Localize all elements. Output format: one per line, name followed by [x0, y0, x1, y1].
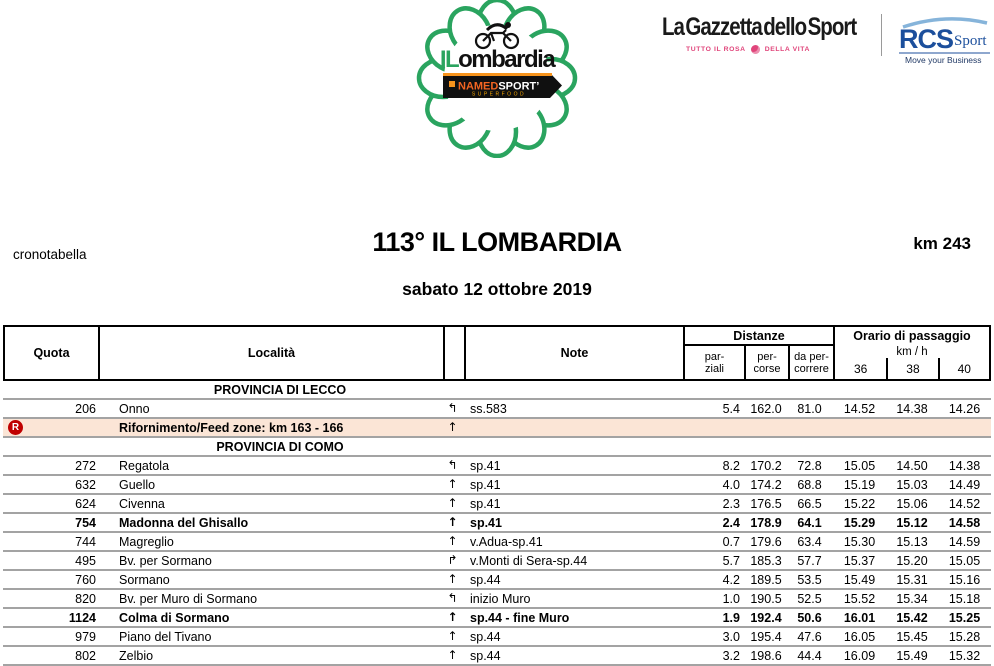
dapercorrere-cell: 72.8: [797, 458, 822, 473]
quota-cell: 760: [75, 572, 96, 587]
parziali-cell: 5.7: [722, 553, 740, 568]
direction-arrow-icon: ↑: [447, 496, 458, 510]
orario-36-cell: 16.01: [843, 610, 876, 625]
section-label: PROVINCIA DI LECCO: [213, 382, 347, 397]
header-distanze: Distanze: [685, 327, 833, 346]
timetable-body: [3, 381, 991, 666]
localita-cell: Civenna: [119, 496, 165, 511]
section-row: [3, 438, 991, 457]
quota-cell: 802: [75, 648, 96, 663]
localita-cell: Zelbio: [119, 648, 154, 663]
orario-40-cell: 14.49: [948, 477, 981, 492]
dapercorrere-cell: 68.8: [797, 477, 822, 492]
direction-arrow-icon: ↰: [447, 401, 458, 415]
orario-40-cell: 15.25: [948, 610, 981, 625]
localita-cell: Colma di Sormano: [119, 610, 230, 625]
note-cell: sp.41: [470, 458, 501, 473]
quota-cell: 206: [75, 401, 96, 416]
dapercorrere-cell: 66.5: [797, 496, 822, 511]
percorse-cell: 192.4: [750, 610, 782, 625]
percorse-cell: 190.5: [750, 591, 782, 606]
table-row: [3, 647, 991, 666]
percorse-cell: 162.0: [750, 401, 782, 416]
orario-38-cell: 14.50: [896, 458, 928, 473]
orario-38-cell: 15.34: [896, 591, 928, 606]
table-row: [3, 495, 991, 514]
parziali-cell: 2.3: [722, 496, 740, 511]
orario-36-cell: 15.37: [843, 553, 876, 568]
header-orario: Orario di passaggio: [853, 329, 971, 343]
quota-cell: 820: [75, 591, 96, 606]
race-date: sabato 12 ottobre 2019: [402, 279, 592, 299]
race-title: 113° IL LOMBARDIA: [372, 227, 622, 257]
dapercorrere-cell: 63.4: [797, 534, 822, 549]
il-lombardia-logo: [409, 0, 585, 158]
direction-arrow-icon: ↱: [447, 553, 458, 567]
dapercorrere-cell: 53.5: [797, 572, 822, 587]
il-lombardia-mandala: [409, 0, 585, 158]
logo-wordmark-green: IL: [439, 46, 459, 73]
rcs-wordmark: RCS: [899, 24, 954, 54]
quota-cell: 754: [75, 515, 96, 530]
percorse-cell: 185.3: [750, 553, 782, 568]
localita-cell: Bv. per Muro di Sormano: [119, 591, 258, 606]
header-parziali: par- ziali: [704, 350, 725, 375]
localita-cell: Madonna del Ghisallo: [119, 515, 249, 530]
note-cell: sp.44: [470, 629, 501, 644]
orario-38-cell: 15.20: [896, 553, 928, 568]
quota-cell: 744: [75, 534, 96, 549]
orario-38-cell: 14.38: [896, 401, 928, 416]
percorse-cell: 178.9: [750, 515, 782, 530]
header-group-distanze: [683, 327, 833, 379]
percorse-cell: 179.6: [750, 534, 782, 549]
orario-38-cell: 15.13: [896, 534, 928, 549]
note-cell: sp.44: [470, 648, 501, 663]
gazzetta-wordmark: La Gazzetta dello Sport: [662, 13, 857, 41]
namedsport-grid-icon: [449, 81, 455, 87]
direction-arrow-icon: ↑: [447, 477, 458, 491]
direction-arrow-icon: ↑: [447, 420, 458, 434]
note-cell: sp.44 - fine Muro: [470, 610, 570, 625]
direction-arrow-icon: ↑: [447, 572, 458, 586]
orario-36-cell: 15.19: [843, 477, 876, 492]
percorse-cell: 170.2: [750, 458, 782, 473]
note-cell: v.Monti di Sera-sp.44: [470, 553, 588, 568]
dapercorrere-cell: 57.7: [797, 553, 822, 568]
direction-arrow-icon: ↑: [447, 515, 458, 529]
header-note: Note: [464, 327, 683, 379]
parziali-cell: 3.2: [722, 648, 740, 663]
table-row: [3, 609, 991, 628]
rcs-tagline: Move your Business: [905, 55, 982, 65]
section-label: PROVINCIA DI COMO: [216, 439, 344, 454]
header-quota: Quota: [33, 346, 70, 360]
orario-40-cell: 14.59: [948, 534, 981, 549]
note-cell: sp.41: [470, 477, 501, 492]
quota-cell: 632: [75, 477, 96, 492]
orario-36-cell: 15.49: [843, 572, 876, 587]
orario-38-cell: 15.45: [896, 629, 928, 644]
feed-zone-badge: R: [8, 420, 23, 435]
percorse-cell: 198.6: [750, 648, 782, 663]
orario-36-cell: 16.09: [843, 648, 876, 663]
orario-40-cell: 14.26: [948, 401, 981, 416]
table-row: [3, 457, 991, 476]
orario-40-cell: 15.28: [948, 629, 981, 644]
orario-36-cell: 15.29: [843, 515, 876, 530]
rcs-sport-logo: [897, 12, 992, 71]
gazzetta-tagline: [662, 45, 834, 54]
orario-38-cell: 15.06: [896, 496, 928, 511]
dapercorrere-cell: 52.5: [797, 591, 822, 606]
logo-wordmark-black: ombardia: [458, 46, 555, 73]
orario-40-cell: 15.18: [948, 591, 981, 606]
parziali-cell: 1.9: [722, 610, 740, 625]
logo-wordmark: [440, 46, 557, 73]
orario-38-cell: 15.12: [896, 515, 928, 530]
localita-cell: Sormano: [119, 572, 170, 587]
localita-cell: Regatola: [119, 458, 170, 473]
orario-38-cell: 15.31: [896, 572, 928, 587]
direction-arrow-icon: ↑: [447, 610, 458, 624]
percorse-cell: 174.2: [750, 477, 782, 492]
quota-cell: 272: [75, 458, 96, 473]
race-distance: km 243: [913, 234, 971, 253]
parziali-cell: 2.4: [722, 515, 740, 530]
header-speed-40: 40: [938, 358, 989, 379]
gazzetta-tagline-left: TUTTO IL ROSA: [686, 46, 746, 53]
quota-cell: 624: [75, 496, 96, 511]
direction-arrow-icon: ↑: [447, 534, 458, 548]
doc-type-label: cronotabella: [13, 247, 87, 262]
note-cell: sp.44: [470, 572, 501, 587]
header-localita: Località: [98, 327, 443, 379]
namedsport-label: NAMEDSPORT’: [458, 80, 540, 93]
table-row: [3, 590, 991, 609]
orario-36-cell: 15.22: [843, 496, 876, 511]
parziali-cell: 5.4: [722, 401, 740, 416]
localita-cell: Onno: [119, 401, 150, 416]
header-dapercorrere: da per- correre: [788, 346, 833, 379]
percorse-cell: 189.5: [750, 572, 782, 587]
dapercorrere-cell: 44.4: [797, 648, 822, 663]
direction-arrow-icon: ↑: [447, 648, 458, 662]
note-cell: v.Adua-sp.41: [470, 534, 543, 549]
dapercorrere-cell: 47.6: [797, 629, 822, 644]
header-group-orario: [833, 327, 989, 379]
orario-36-cell: 15.52: [843, 591, 876, 606]
table-row: [3, 552, 991, 571]
dapercorrere-cell: 50.6: [797, 610, 822, 625]
orario-38-cell: 15.03: [896, 477, 928, 492]
parziali-cell: 8.2: [722, 458, 740, 473]
note-cell: inizio Muro: [470, 591, 531, 606]
rcs-sport-label: Sport: [954, 33, 987, 49]
direction-arrow-icon: ↰: [447, 458, 458, 472]
header-speed-38: 38: [886, 358, 937, 379]
quota-cell: 1124: [68, 610, 96, 625]
table-row: [3, 476, 991, 495]
note-cell: sp.41: [470, 515, 502, 530]
quota-cell: 979: [75, 629, 96, 644]
namedsport-banner: [443, 73, 562, 98]
table-row: [3, 628, 991, 647]
dapercorrere-cell: 81.0: [797, 401, 822, 416]
orario-40-cell: 14.38: [948, 458, 981, 473]
quota-cell: 495: [75, 553, 96, 568]
section-row: [3, 381, 991, 400]
orario-40-cell: 14.58: [948, 515, 981, 530]
parziali-cell: 0.7: [722, 534, 740, 549]
table-row: [3, 571, 991, 590]
dapercorrere-cell: 64.1: [797, 515, 822, 530]
parziali-cell: 3.0: [722, 629, 740, 644]
gazzetta-globe-icon: [751, 45, 760, 54]
parziali-cell: 4.2: [722, 572, 740, 587]
orario-36-cell: 15.30: [843, 534, 876, 549]
direction-arrow-icon: ↰: [447, 591, 458, 605]
parziali-cell: 1.0: [722, 591, 740, 606]
orario-40-cell: 14.52: [948, 496, 981, 511]
note-cell: sp.41: [470, 496, 501, 511]
logo-divider: [881, 14, 882, 56]
orario-40-cell: 15.32: [948, 648, 981, 663]
direction-arrow-icon: ↑: [447, 629, 458, 643]
table-row: [3, 400, 991, 419]
percorse-cell: 176.5: [750, 496, 782, 511]
feed-zone-row: [3, 419, 991, 438]
percorse-cell: 195.4: [750, 629, 782, 644]
gazzetta-logo: [662, 13, 870, 54]
table-header: [3, 325, 991, 381]
table-row: [3, 533, 991, 552]
note-cell: ss.583: [470, 401, 507, 416]
localita-cell: Magreglio: [119, 534, 174, 549]
orario-36-cell: 15.05: [843, 458, 876, 473]
header-arrow-column: [443, 327, 464, 379]
header-kmh: km / h: [896, 345, 928, 358]
parziali-cell: 4.0: [722, 477, 740, 492]
orario-36-cell: 14.52: [843, 401, 876, 416]
orario-40-cell: 15.05: [948, 553, 981, 568]
orario-40-cell: 15.16: [948, 572, 981, 587]
quota-cell: [3, 420, 97, 435]
superfood-label: SUPERFOOD: [471, 91, 527, 98]
orario-38-cell: 15.49: [896, 648, 928, 663]
localita-cell: Guello: [119, 477, 156, 492]
orario-38-cell: 15.42: [896, 610, 928, 625]
feed-zone-label: Rifornimento/Feed zone: km 163 - 166: [119, 420, 344, 435]
gazzetta-tagline-right: DELLA VITA: [764, 46, 810, 53]
orario-36-cell: 16.05: [843, 629, 876, 644]
localita-cell: Piano del Tivano: [119, 629, 212, 644]
localita-cell: Bv. per Sormano: [119, 553, 212, 568]
header-percorse: per- corse: [744, 346, 788, 379]
table-row: [3, 514, 991, 533]
header-speed-36: 36: [853, 361, 868, 376]
